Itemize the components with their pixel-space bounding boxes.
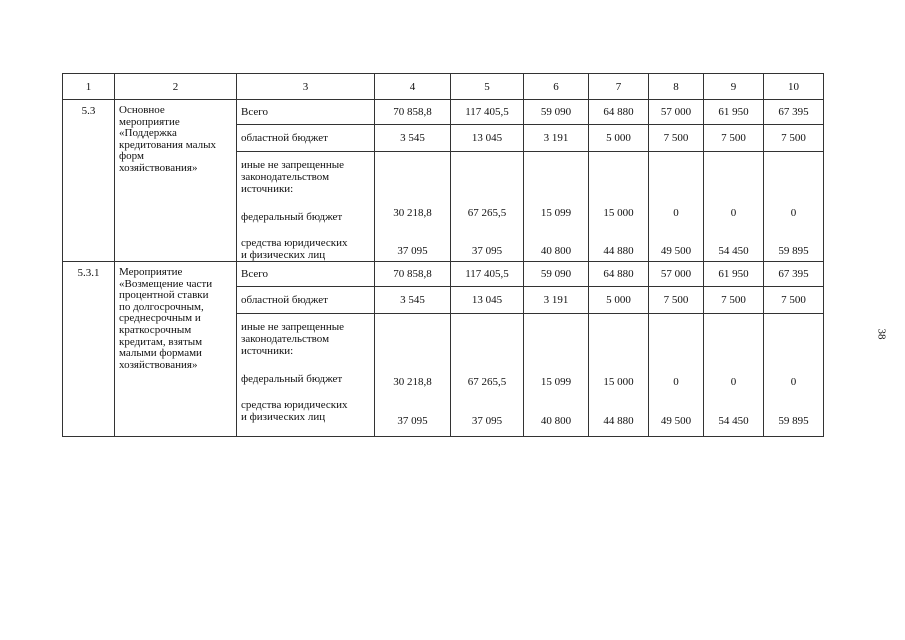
source-label: Всего — [237, 262, 375, 287]
name-line: малыми формами — [119, 347, 202, 360]
value-cell: 7 500 — [649, 125, 704, 152]
legal-value: 40 800 — [540, 245, 572, 257]
source-label: областной бюджет — [237, 125, 375, 152]
header-cell: 4 — [375, 74, 451, 100]
federal-value: 0 — [673, 207, 679, 219]
name-line: хозяйствования» — [119, 161, 198, 174]
value-cell: 61 950 — [704, 100, 764, 125]
source-line: и физических лиц — [241, 411, 326, 423]
value-cell — [524, 152, 589, 262]
name-line: мероприятие — [119, 115, 180, 128]
value-cell — [375, 152, 451, 262]
item-number: 5.3.1 — [63, 262, 115, 437]
value-cell: 70 858,8 — [375, 100, 451, 125]
value-cell: 67 395 — [764, 262, 824, 287]
value-cell — [589, 314, 649, 437]
name-line: процентной ставки — [119, 289, 209, 302]
legal-value: 59 895 — [778, 415, 809, 427]
source-line: средства юридических — [241, 399, 348, 411]
value-cell: 3 545 — [375, 125, 451, 152]
value-cell: 64 880 — [589, 100, 649, 125]
name-line: кредитования малых — [119, 138, 216, 151]
header-cell: 8 — [649, 74, 704, 100]
item-name — [115, 100, 237, 262]
federal-value: 0 — [730, 207, 737, 219]
name-line: «Поддержка — [119, 127, 177, 140]
source-label — [237, 152, 375, 262]
name-line: среднесрочным и — [119, 312, 201, 325]
value-cell — [704, 314, 764, 437]
source-line: законодательством — [241, 171, 330, 183]
value-cell: 70 858,8 — [375, 262, 451, 287]
value-cell: 5 000 — [589, 287, 649, 314]
value-cell: 57 000 — [649, 100, 704, 125]
header-cell: 2 — [115, 74, 237, 100]
value-cell: 7 500 — [764, 287, 824, 314]
federal-value: 30 218,8 — [393, 207, 432, 219]
value-cell — [375, 314, 451, 437]
name-line: кредитам, взятым — [119, 335, 203, 348]
value-cell: 59 090 — [524, 262, 589, 287]
budget-table — [62, 73, 824, 437]
value-cell: 64 880 — [589, 262, 649, 287]
legal-value: 37 095 — [397, 245, 428, 257]
legal-value: 44 880 — [603, 415, 634, 427]
value-cell: 7 500 — [764, 125, 824, 152]
header-cell: 6 — [524, 74, 589, 100]
value-cell: 7 500 — [649, 287, 704, 314]
source-line: источники: — [241, 345, 294, 357]
table-row — [63, 262, 824, 287]
federal-value: 15 000 — [603, 376, 634, 388]
federal-value: 15 099 — [540, 207, 572, 219]
value-cell: 117 405,5 — [451, 100, 524, 125]
header-cell: 9 — [704, 74, 764, 100]
item-number: 5.3 — [63, 100, 115, 262]
name-line: «Возмещение части — [119, 277, 213, 290]
value-cell: 13 045 — [451, 287, 524, 314]
name-line: по долгосрочным, — [119, 300, 204, 313]
header-cell: 3 — [237, 74, 375, 100]
name-line: Основное — [119, 104, 165, 116]
federal-value: 15 000 — [603, 207, 634, 219]
legal-value: 37 095 — [471, 415, 503, 427]
value-cell: 117 405,5 — [451, 262, 524, 287]
federal-value: 15 099 — [540, 376, 572, 388]
legal-value: 44 880 — [603, 245, 634, 257]
legal-value: 49 500 — [660, 415, 692, 427]
value-cell: 57 000 — [649, 262, 704, 287]
federal-value: 0 — [790, 207, 797, 219]
source-line: законодательством — [241, 333, 330, 345]
value-cell — [649, 314, 704, 437]
source-label: Всего — [237, 100, 375, 125]
name-line: хозяйствования» — [119, 358, 198, 371]
value-cell — [764, 152, 824, 262]
federal-value: 0 — [790, 376, 797, 388]
item-name — [115, 262, 237, 437]
legal-value: 49 500 — [660, 245, 692, 257]
value-cell: 59 090 — [524, 100, 589, 125]
header-cell: 5 — [451, 74, 524, 100]
value-cell — [649, 152, 704, 262]
source-line: и физических лиц — [241, 249, 326, 261]
source-line: федеральный бюджет — [241, 373, 343, 385]
legal-value: 59 895 — [778, 245, 809, 257]
legal-value: 37 095 — [471, 245, 503, 257]
value-cell — [451, 314, 524, 437]
header-cell: 10 — [764, 74, 824, 100]
source-line: источники: — [241, 183, 294, 195]
header-cell: 7 — [589, 74, 649, 100]
table-row — [63, 100, 824, 125]
federal-value: 67 265,5 — [467, 376, 507, 388]
header-row — [63, 74, 824, 100]
value-cell: 61 950 — [704, 262, 764, 287]
value-cell: 5 000 — [589, 125, 649, 152]
federal-value: 67 265,5 — [467, 207, 507, 219]
header-cell: 1 — [63, 74, 115, 100]
legal-value: 54 450 — [718, 415, 749, 427]
value-cell: 7 500 — [704, 287, 764, 314]
legal-value: 40 800 — [540, 415, 572, 427]
value-cell — [451, 152, 524, 262]
page-number: 38 — [875, 328, 888, 340]
value-cell: 7 500 — [704, 125, 764, 152]
value-cell: 3 191 — [524, 125, 589, 152]
source-line: иные не запрещенные — [241, 321, 345, 333]
name-line: Мероприятие — [119, 266, 183, 278]
value-cell: 13 045 — [451, 125, 524, 152]
value-cell — [524, 314, 589, 437]
source-line: иные не запрещенные — [241, 159, 345, 171]
federal-value: 0 — [730, 376, 737, 388]
source-label: областной бюджет — [237, 287, 375, 314]
federal-value: 0 — [673, 376, 679, 388]
name-line: краткосрочным — [119, 323, 192, 336]
federal-value: 30 218,8 — [393, 376, 432, 388]
legal-value: 54 450 — [718, 245, 749, 257]
value-cell — [589, 152, 649, 262]
source-line: средства юридических — [241, 237, 348, 249]
value-cell: 67 395 — [764, 100, 824, 125]
legal-value: 37 095 — [397, 415, 428, 427]
value-cell — [764, 314, 824, 437]
value-cell: 3 545 — [375, 287, 451, 314]
source-line: федеральный бюджет — [241, 211, 343, 223]
name-line: форм — [119, 150, 144, 163]
value-cell: 3 191 — [524, 287, 589, 314]
value-cell — [704, 152, 764, 262]
source-label — [237, 314, 375, 437]
